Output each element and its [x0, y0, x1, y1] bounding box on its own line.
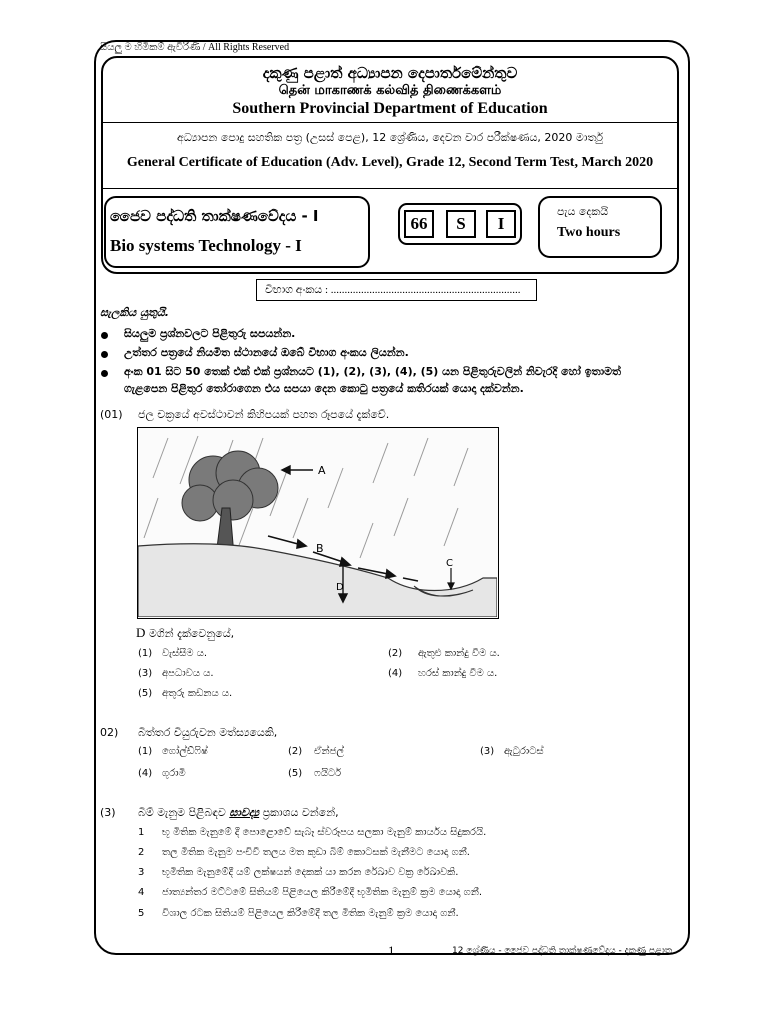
option-number: (2) — [388, 648, 403, 659]
question-number: (3) — [100, 806, 116, 819]
header-tamil: தென் மாகாணக் கல்வித் திணைக்களம் — [278, 83, 502, 98]
diagram-label-a: A — [318, 464, 326, 477]
question-text: බිත්තර වියුරුවන මත්ස්‍යයෙකි, — [138, 726, 278, 739]
option-text: ජාත්‍යන්තර මට්ටමේ සිතියම් පිළියෙල කිරීමේදී භූමිතික මැනුම් ක්‍රම යොදා ගනී. — [162, 887, 483, 898]
option-text: ඇතුළු කාන්දු වීම ය. — [418, 648, 500, 659]
option-number: (3) — [138, 668, 153, 679]
option-text: විශාල රටක සිතියම් පිළියෙල කිරීමේදී තල මිතික මැනුම් ක්‍රම යොදා ගනී. — [162, 908, 459, 919]
question-text — [138, 806, 339, 820]
option-text: තල මිතික මැනුම පංචිවී තලය මත කුඩා බිම් කොටසක් මැනීමට යොදා ගනී. — [162, 847, 470, 858]
option-text: ගුරාමි — [162, 768, 186, 779]
instructions-title: සැලකිය යුතුයි. — [100, 306, 169, 319]
option-text: ඇටුරාටස් — [504, 746, 544, 757]
subject-sinhala: ජෛව පද්ධති තාක්ෂණවේදය - I — [110, 207, 319, 225]
footer-text: 12 ශ්‍රේණිය - ජෛව පද්ධති තාක්ෂණවේදය - දකුණු පළාත — [452, 946, 673, 956]
header-sinhala: දකුණු පළාත් අධ්‍යාපන දෙපාර්තමේන්තුව — [262, 64, 518, 82]
option-number: 3 — [138, 867, 145, 878]
option-number: (2) — [288, 746, 303, 757]
instruction-item: සියලුම ප්‍රශ්නවලට පිළිතුරු සපයන්න. — [124, 327, 296, 340]
option-number: (5) — [288, 768, 303, 779]
subject-code-box: S — [446, 210, 476, 238]
question-key-word: සාවද්‍ය — [229, 806, 260, 819]
question-number: (01) — [100, 408, 123, 421]
subject-code-box: 66 — [404, 210, 434, 238]
option-number: (1) — [138, 648, 153, 659]
subject-english: Bio systems Technology - I — [110, 236, 302, 255]
question-text-before: බිම් මැනුම පිළිබඳව — [138, 806, 230, 819]
option-number: (3) — [480, 746, 495, 757]
question-text-after: ප්‍රකාශය වන්නේ, — [259, 806, 339, 819]
duration-sinhala: පැය දෙකයි — [557, 205, 609, 218]
option-text: හරස් කාන්දු වීම ය. — [418, 668, 498, 679]
instruction-item: උත්තර පත්‍රයේ නියමිත ස්ථානයේ ඔබේ විභාග අංකය ලියන්න. — [124, 346, 409, 359]
option-number: 4 — [138, 887, 145, 898]
bullet-icon — [101, 332, 108, 339]
diagram-label-d: D — [336, 582, 344, 593]
option-number: 1 — [138, 827, 145, 838]
stem-text: මගින් දැක්වෙනුයේ, — [145, 627, 235, 640]
bullet-icon — [101, 351, 108, 358]
stem-letter: D — [136, 625, 146, 640]
option-text: භූ මිතික මැනුමේ දී පොළොවේ සැබෑ ස්වරූපය සලකා මැනුම් කාර්යය සිදුකරයි. — [162, 827, 487, 838]
page-number: 1 — [388, 943, 395, 958]
water-cycle-diagram — [137, 427, 499, 619]
option-text: ඒන්ජල් — [314, 746, 344, 757]
question-number: 02) — [100, 726, 119, 739]
bullet-icon — [101, 370, 108, 377]
header-divider-1 — [101, 122, 679, 123]
header-english: Southern Provincial Department of Education — [232, 100, 548, 117]
option-number: (1) — [138, 746, 153, 757]
instruction-item-continued: ගැළපෙන පිළිතුර තෝරාගෙන එය සපයා දෙන කොටු පත්‍රයේ කතිරයක් යොදා දක්වන්න. — [124, 382, 524, 395]
header-divider-2 — [101, 188, 679, 189]
option-text: ගෝල්ඩ්ෆිෂ් — [162, 746, 208, 757]
option-text: අතුරු කඩනය ය. — [162, 688, 233, 699]
rights-notice: සියලු ම හිමිකම් ඇවිරිණි / All Rights Reserved — [100, 42, 290, 53]
option-number: 2 — [138, 847, 145, 858]
option-number: (5) — [138, 688, 153, 699]
diagram-label-b: B — [316, 542, 324, 555]
water-cycle-illustration — [138, 428, 497, 617]
option-text: වැස්සීම ය. — [162, 648, 208, 659]
option-text: අපධාවය ය. — [162, 668, 214, 679]
instruction-item: අංක 01 සිට 50 තෙක් එක් එක් ප්‍රශ්නයට (1), (2), (3), (4), (5) යන පිළිතුරුවලින් නිවැරදි හෝ ඉතාමත් — [124, 365, 621, 378]
option-number: (4) — [388, 668, 403, 679]
duration-english: Two hours — [557, 225, 621, 240]
subject-code-box: I — [486, 210, 516, 238]
index-number-field[interactable]: විභාග අංකය : ..................................................................... — [256, 279, 537, 301]
option-text: භූමිතික මැනුමේදී යම් ලක්ෂයන් දෙකක් යා කරන රේඛාව වක්‍ර රේඛාවකි. — [162, 867, 459, 878]
question-text: ජල චක්‍රයේ අවස්ථාවන් කිහිපයක් පහත රූපයේ දැක්වේ. — [138, 408, 390, 421]
diagram-label-c: C — [446, 558, 453, 569]
option-number: 5 — [138, 908, 145, 919]
option-text: ෆයිටර් — [314, 768, 342, 779]
exam-title-sinhala: අධ්‍යාපන පොදු සහතික පත්‍ර (උසස් පෙළ), 12 ශ්‍රේණිය, දෙවන වාර පරීක්ෂණය, 2020 මාර්තු — [176, 131, 604, 144]
question-stem — [136, 625, 234, 641]
option-number: (4) — [138, 768, 153, 779]
exam-title-english: General Certificate of Education (Adv. Level), Grade 12, Second Term Test, March 2020 — [126, 155, 654, 170]
